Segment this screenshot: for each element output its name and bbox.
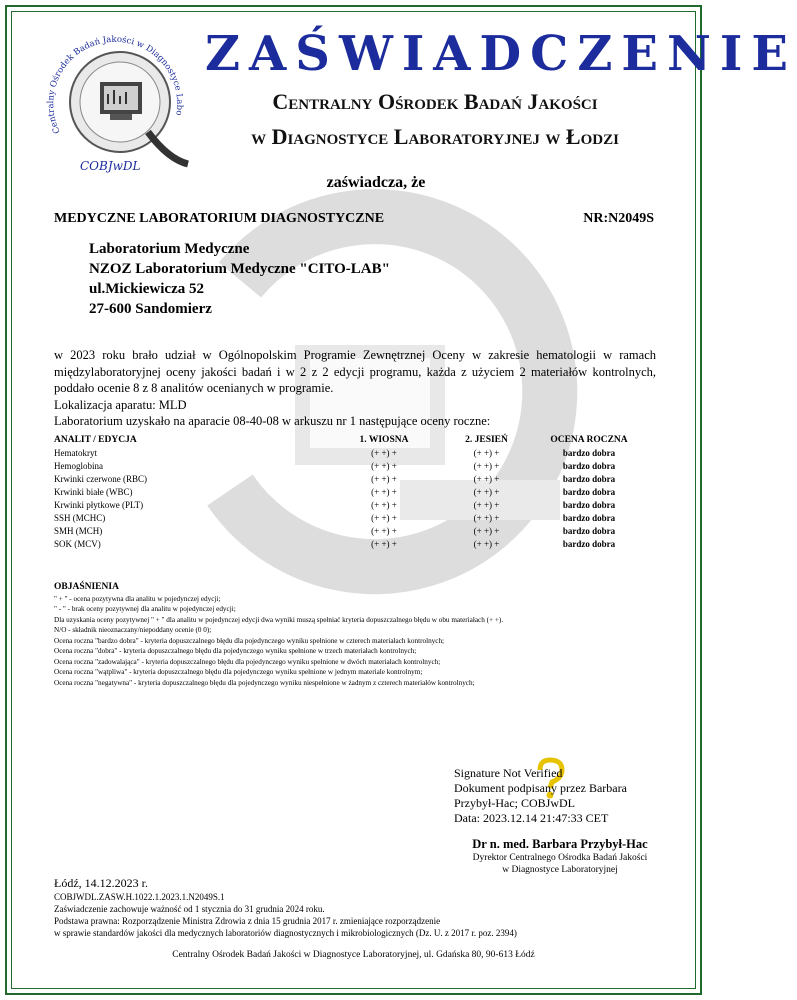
cell-ocena: bardzo dobra <box>562 539 616 549</box>
org-name-line2: w Diagnostyce Laboratoryjnej w Łodzi <box>251 124 619 149</box>
cell-jesien: (+ +) + <box>473 539 500 549</box>
body-text <box>54 347 656 430</box>
footer <box>54 877 664 939</box>
header-jesien: 2. JESIEŃ <box>465 435 508 445</box>
lab-number: NR:N2049S <box>583 211 654 226</box>
issue-date: Łódź, 14.12.2023 r. <box>54 876 148 890</box>
lab-row <box>54 211 654 227</box>
legend-line: Ocena roczna "negatywna" - kryteria dopuszczalnego błędu dla pojedynczego wyniku niespełnione w żadnym z czterech materiałów kontrolnych; <box>54 678 475 687</box>
cell-ocena: bardzo dobra <box>562 513 616 523</box>
cell-jesien: (+ +) + <box>473 461 500 471</box>
cell-ocena: bardzo dobra <box>562 448 616 458</box>
digital-signature <box>454 766 684 826</box>
results-table <box>54 435 654 552</box>
cell-analit: SMH (MCH) <box>54 526 103 536</box>
table-row <box>54 487 654 500</box>
legend-title: OBJAŚNIENIA <box>54 582 119 592</box>
cell-analit: Krwinki białe (WBC) <box>54 487 133 497</box>
table-row <box>54 474 654 487</box>
legal-basis: w sprawie standardów jakości dla medycznych laboratoriów diagnostycznych i mikrobiologicznych (Dz. U. z 2017 r. poz. 2394) <box>54 928 517 938</box>
signature-line: Dokument podpisany przez Barbara <box>454 781 627 795</box>
cell-jesien: (+ +) + <box>473 448 500 458</box>
cell-ocena: bardzo dobra <box>562 474 616 484</box>
cell-jesien: (+ +) + <box>473 487 500 497</box>
cell-jesien: (+ +) + <box>473 500 500 510</box>
signature-date: Data: 2023.12.14 21:47:33 CET <box>454 811 609 825</box>
legal-basis: Podstawa prawna: Rozporządzenie Ministra Zdrowia z dnia 15 grudnia 2017 r. zmieniające rozporządzenie <box>54 916 441 926</box>
legend <box>54 582 654 688</box>
signature-status: Signature Not Verified <box>454 766 563 780</box>
signature-line: Przybył-Hac; COBJwDL <box>454 796 575 810</box>
address-line: ul.Mickiewicza 52 <box>89 281 204 297</box>
document-title: ZAŚWIADCZENIE <box>205 26 797 82</box>
cell-wiosna: (+ +) + <box>371 474 397 484</box>
cell-jesien: (+ +) + <box>473 474 500 484</box>
cell-jesien: (+ +) + <box>473 513 500 523</box>
cell-analit: Hematokryt <box>54 448 97 458</box>
header-wiosna: 1. WIOSNA <box>359 435 409 445</box>
legend-line: " - " - brak oceny pozytywnej dla analitu w pojedynczej edycji; <box>54 605 236 613</box>
legend-line: Ocena roczna "bardzo dobra" - kryteria dopuszczalnego błędu dla pojedynczego wyniku spełnione w czterech materiałach kontrolnych; <box>54 636 445 645</box>
cell-wiosna: (+ +) + <box>371 500 397 510</box>
cell-ocena: bardzo dobra <box>562 526 616 536</box>
logo-text: COBJwDL <box>80 159 141 173</box>
cell-analit: SOK (MCV) <box>54 539 101 549</box>
body-location: Lokalizacja aparatu: MLD <box>54 397 187 412</box>
table-row <box>54 500 654 513</box>
address-line: 27-600 Sandomierz <box>89 301 212 317</box>
footer-address: Centralny Ośrodek Badań Jakości w Diagnostyce Laboratoryjnej, ul. Gdańska 80, 90-613 Łódź <box>172 950 535 960</box>
attest-text: zaświadcza, że <box>326 174 426 191</box>
body-results-intro: Laboratorium uzyskało na aparacie 08-40-08 w arkuszu nr 1 następujące oceny roczne: <box>54 414 491 428</box>
signer-block <box>440 837 680 876</box>
header-analit: ANALIT / EDYCJA <box>54 435 137 445</box>
table-row <box>54 461 654 474</box>
address-line: NZOZ Laboratorium Medyczne "CITO-LAB" <box>89 261 390 277</box>
table-row <box>54 513 654 526</box>
cell-ocena: bardzo dobra <box>562 487 616 497</box>
cell-ocena: bardzo dobra <box>562 500 616 510</box>
table-row <box>54 526 654 539</box>
legend-line: N/O - składnik nieoznaczany/niepoddany ocenie (0 0); <box>54 626 212 634</box>
cell-analit: Krwinki czerwone (RBC) <box>54 474 147 484</box>
cell-wiosna: (+ +) + <box>371 487 397 497</box>
legend-line: Ocena roczna "zadowalająca" - kryteria dopuszczalnego błędu dla pojedynczego wyniku spełnione w dwóch materiałach kontrolnych; <box>54 657 441 666</box>
reference-number: COBJWDL.ZASW.H.1022.1.2023.1.N2049S.1 <box>54 892 225 902</box>
header-ocena: OCENA ROCZNA <box>550 435 628 445</box>
cell-jesien: (+ +) + <box>473 526 500 536</box>
svg-text:Centralny Ośrodek Badań Jakośc: Centralny Ośrodek Badań Jakości w Diagnostyce Labo <box>46 34 185 136</box>
cell-wiosna: (+ +) + <box>371 461 397 471</box>
legend-line: Ocena roczna "dobra" - kryteria dopuszczalnego błędu dla pojedynczego wyniku spełnione w trzech materiałach kontrolnych; <box>54 647 417 655</box>
cobjwdl-logo <box>28 24 200 174</box>
cell-wiosna: (+ +) + <box>371 448 397 458</box>
legend-line: Ocena roczna "wątpliwa" - kryteria dopuszczalnego błędu dla pojedynczego wyniku spełnione w jednym materiale kontrolnym; <box>54 668 423 676</box>
results-header <box>54 435 654 448</box>
table-row <box>54 448 654 461</box>
signer-name: Dr n. med. Barbara Przybył-Hac <box>472 837 648 851</box>
cell-wiosna: (+ +) + <box>371 539 397 549</box>
validity-text: Zaświadczenie zachowuje ważność od 1 stycznia do 31 grudnia 2024 roku. <box>54 904 325 914</box>
legend-line: " + " - ocena pozytywna dla analitu w pojedynczej edycji; <box>54 594 221 603</box>
cell-analit: SSH (MCHC) <box>54 513 106 523</box>
address-line: Laboratorium Medyczne <box>89 241 250 257</box>
lab-type: MEDYCZNE LABORATORIUM DIAGNOSTYCZNE <box>54 211 385 226</box>
table-row <box>54 539 654 552</box>
signer-role: w Diagnostyce Laboratoryjnej <box>502 865 618 875</box>
body-paragraph: w 2023 roku brało udział w Ogólnopolskim Programie Zewnętrznej Oceny w zakresie hematologii w ramach międzylaboratoryjnej oceny jakości badań i w 2 z 2 edycji programu, każda z użyciem 2 materiałów kontrolnych, poddało ocenie 8 z 8 analitów ocenianych w programie. <box>54 348 656 395</box>
cell-analit: Krwinki płytkowe (PLT) <box>54 500 144 510</box>
cell-wiosna: (+ +) + <box>371 513 397 523</box>
lab-address <box>89 239 390 319</box>
org-name-line1: Centralny Ośrodek Badań Jakości <box>272 89 598 114</box>
cell-wiosna: (+ +) + <box>371 526 397 536</box>
signer-role: Dyrektor Centralnego Ośrodka Badań Jakości <box>472 853 648 863</box>
cell-analit: Hemoglobina <box>54 461 103 471</box>
legend-line: Dla uzyskania oceny pozytywnej " + " dla analitu w pojedynczej edycji dwa wyniki muszą spełniać kryteria dopuszczalnego błędu w obu materiałach (+ +). <box>54 615 504 624</box>
cell-ocena: bardzo dobra <box>562 461 616 471</box>
